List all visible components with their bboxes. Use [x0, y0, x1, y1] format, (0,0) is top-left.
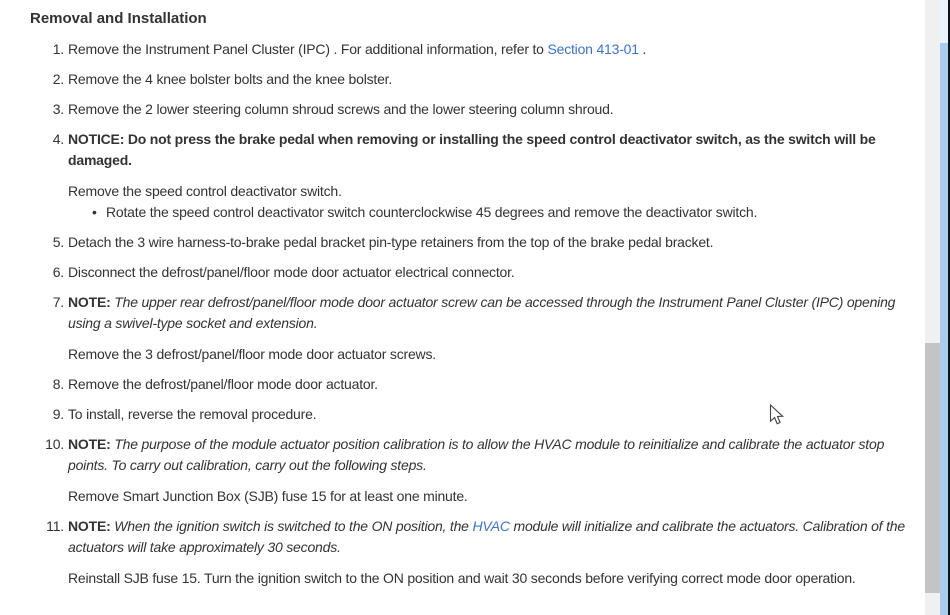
content-scrollbar-track[interactable] — [925, 0, 940, 615]
step-paragraph: Remove the speed control deactivator switch. — [68, 183, 342, 199]
step-text: Remove the 2 lower steering column shroud screws and the lower steering column shroud. — [68, 101, 614, 117]
notice-body: Do not press the brake pedal when removing or installing the speed control deactivator switch, as the switch will be damaged. — [68, 131, 876, 168]
note-text — [68, 292, 908, 334]
step-text: Disconnect the defrost/panel/floor mode door actuator electrical connector. — [68, 264, 515, 280]
step-content — [68, 69, 908, 90]
sub-step-text: Rotate the speed control deactivator switch counterclockwise 45 degrees and remove the deactivator switch. — [106, 204, 758, 220]
note-body: module will initialize and calibrate the actuators. Calibration of the actuators will take approximately 30 seconds. — [68, 518, 905, 555]
note-body: The upper rear defrost/panel/floor mode door actuator screw can be accessed through the Instrument Panel Cluster (IPC) opening using a swivel-type socket and extension. — [68, 294, 896, 331]
step-3 — [30, 99, 925, 120]
note-label: NOTE: — [68, 436, 111, 452]
step-2 — [30, 69, 925, 90]
step-number: 10. — [45, 436, 64, 452]
step-number: 6. — [52, 264, 64, 280]
step-paragraph: Reinstall SJB fuse 15. Turn the ignition switch to the ON position and wait 30 seconds before verifying correct mode door operation. — [68, 570, 856, 586]
step-number: 8. — [52, 376, 64, 392]
note-text — [68, 516, 908, 558]
hvac-link[interactable]: HVAC — [472, 518, 510, 534]
bullet-icon: • — [92, 204, 97, 220]
note-text — [68, 434, 908, 476]
step-9 — [30, 404, 925, 425]
sub-step — [92, 202, 908, 223]
note-label: NOTE: — [68, 294, 111, 310]
step-number: 11. — [46, 518, 64, 534]
notice-text — [68, 129, 908, 171]
notice-label: NOTICE: — [68, 131, 125, 147]
step-8 — [30, 374, 925, 395]
step-number: 9. — [52, 406, 64, 422]
step-number: 1. — [52, 41, 64, 57]
step-content — [68, 99, 908, 120]
note-body: When the ignition switch is switched to the ON position, the — [110, 518, 473, 534]
procedure-list — [30, 39, 925, 589]
step-content — [68, 129, 908, 223]
step-10 — [30, 434, 925, 507]
step-content — [68, 434, 908, 507]
step-7 — [30, 292, 925, 365]
step-number: 4. — [52, 131, 64, 147]
step-number: 2. — [52, 71, 64, 87]
step-paragraph: Remove the 3 defrost/panel/floor mode door actuator screws. — [68, 346, 436, 362]
window-scrollbar-track[interactable] — [940, 0, 948, 615]
step-1 — [30, 39, 925, 60]
step-content — [68, 232, 908, 253]
step-text: To install, reverse the removal procedure. — [68, 406, 317, 422]
step-content — [68, 516, 908, 589]
step-6 — [30, 262, 925, 283]
step-11 — [30, 516, 925, 589]
step-text: . — [638, 41, 647, 57]
window-scrollbar-thumb[interactable] — [940, 43, 948, 615]
step-number: 3. — [52, 101, 64, 117]
step-content — [68, 404, 908, 425]
step-content — [68, 292, 908, 365]
step-4 — [30, 129, 925, 223]
note-label: NOTE: — [68, 518, 111, 534]
step-5 — [30, 232, 925, 253]
step-number: 7. — [52, 294, 64, 310]
step-text: Remove the defrost/panel/floor mode door actuator. — [68, 376, 378, 392]
step-text: Remove the Instrument Panel Cluster (IPC) . For additional information, refer to — [68, 41, 548, 57]
step-text: Detach the 3 wire harness-to-brake pedal bracket pin-type retainers from the top of the brake pedal bracket. — [68, 234, 714, 250]
content-scrollbar-thumb[interactable] — [925, 343, 940, 593]
step-number: 5. — [52, 234, 64, 250]
step-paragraph: Remove Smart Junction Box (SJB) fuse 15 for at least one minute. — [68, 488, 468, 504]
step-content — [68, 262, 908, 283]
note-body: The purpose of the module actuator position calibration is to allow the HVAC module to reinitialize and calibrate the actuator stop points. To carry out calibration, carry out the following steps. — [68, 436, 885, 473]
page-title: Removal and Installation — [30, 10, 207, 27]
section-link[interactable]: Section 413-01 — [547, 41, 639, 57]
step-content — [68, 374, 908, 395]
step-content — [68, 39, 908, 60]
step-text: Remove the 4 knee bolster bolts and the knee bolster. — [68, 71, 393, 87]
